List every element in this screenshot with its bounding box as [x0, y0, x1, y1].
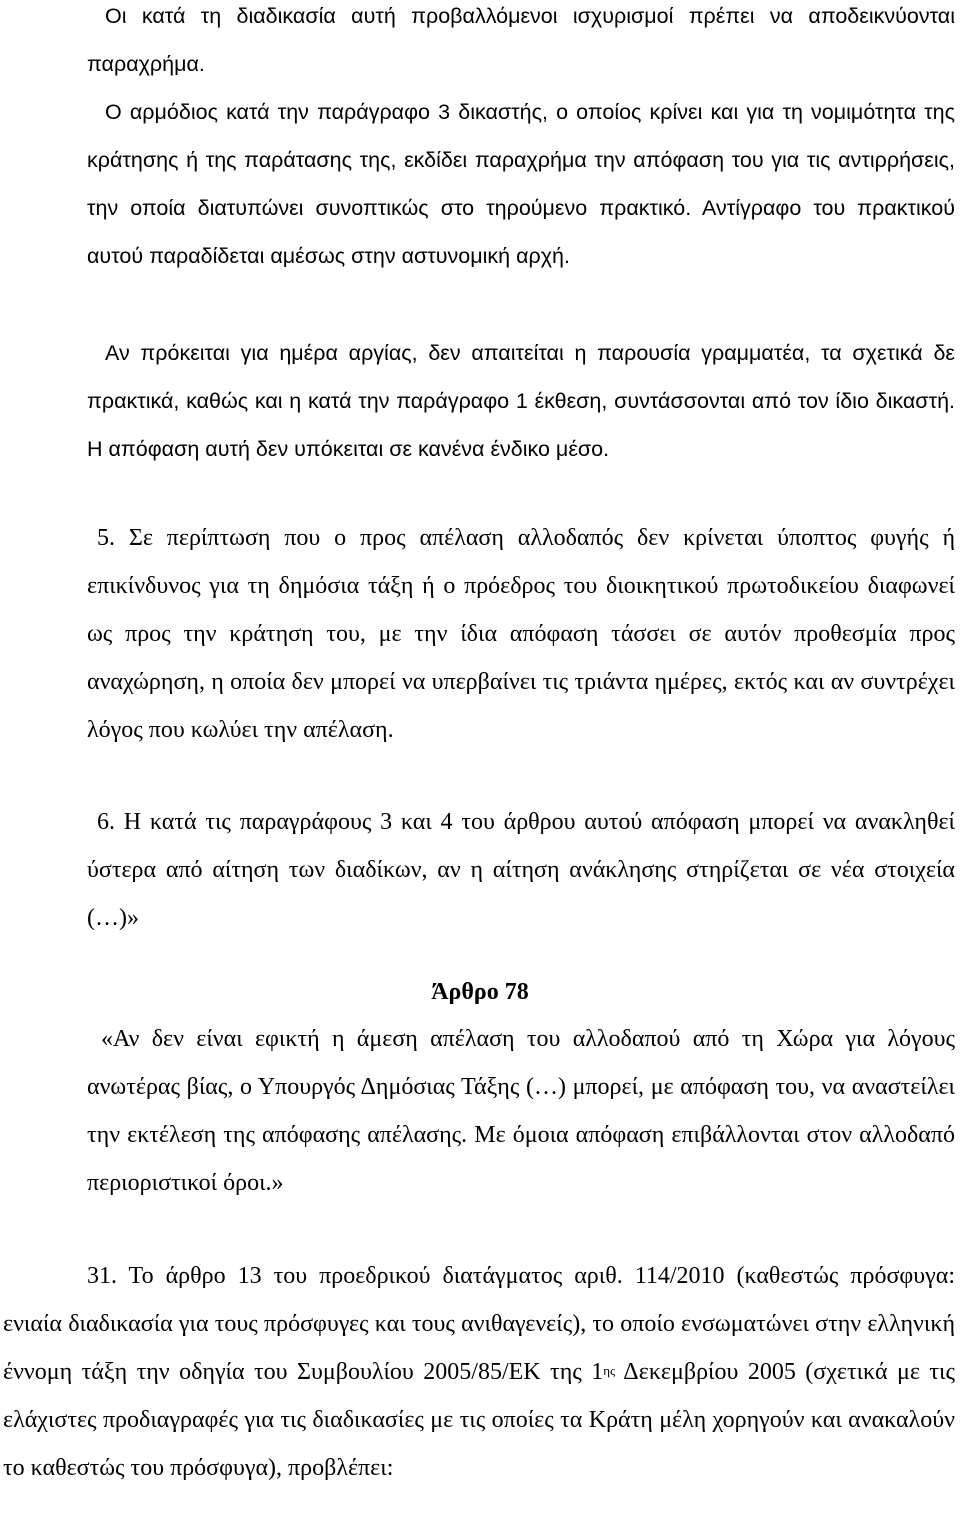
ordinal-superscript: ης: [603, 1363, 616, 1378]
paragraph-article-78-text: «Αν δεν είναι εφικτή η άμεση απέλαση του αλλοδαπού από τη Χώρα για λόγους ανωτέρας βίας, ο Υπουργός Δημόσιας Τάξης (…) μπορεί, με απόφαση του, να αναστείλει την εκτέλεση της απόφασης απέλασης. Με όμοια απόφαση επιβάλλονται στον αλλοδαπό περιοριστικοί όροι.»: [87, 1026, 955, 1196]
paragraph-31-text-part2: Δεκεμβρίου 2005 (σχετικά με τις ελάχιστες προδιαγραφές για τις διαδικασίες με τις οποίες τα Κράτη μέλη χορηγούν και ανακαλούν το καθεστώς του πρόσφυγα), προβλέπει:: [3, 1359, 955, 1481]
paragraph-5-departure-deadline: 5. Σε περίπτωση που ο προς απέλαση αλλοδαπός δεν κρίνεται ύποπτος φυγής ή επικίνδυνος για τη δημόσια τάξη ή ο πρόεδρος του διοικητικού πρωτοδικείου διαφωνεί ως προς την κράτηση του, με την ίδια απόφαση τάσσει σε αυτόν προθεσμία προς αναχώρηση, η οποία δεν μπορεί να υπερβαίνει τις τριάντα ημέρες, εκτός και αν συντρέχει λόγος που κωλύει την απέλαση.: [87, 525, 955, 743]
paragraph-assertions-proof: Οι κατά τη διαδικασία αυτή προβαλλόμενοι ισχυρισμοί πρέπει να αποδεικνύονται παραχρήμα.: [87, 4, 955, 76]
paragraph-31-pd-114-2010: [3, 1252, 955, 1492]
paragraph-holiday: Αν πρόκειται για ημέρα αργίας, δεν απαιτείται η παρουσία γραμματέα, τα σχετικά δε πρακτικά, καθώς και η κατά την παράγραφο 1 έκθεση, συντάσσονται από τον ίδιο δικαστή. Η απόφαση αυτή δεν υπόκειται σε κανένα ένδικο μέσο.: [87, 341, 955, 461]
paragraph-judge-decision: Ο αρμόδιος κατά την παράγραφο 3 δικαστής, ο οποίος κρίνει και για τη νομιμότητα της κράτησης ή της παράτασης της, εκδίδει παραχρήμα την απόφαση του για τις αντιρρήσεις, την οποία διατυπώνει συνοπτικώς στο τηρούμενο πρακτικό. Αντίγραφο του πρακτικού αυτού παραδίδεται αμέσως στην αστυνομική αρχή.: [87, 100, 955, 268]
article-heading: Άρθρο 78: [431, 979, 529, 1005]
paragraph-6-revocation: 6. Η κατά τις παραγράφους 3 και 4 του άρθρου αυτού απόφαση μπορεί να ανακληθεί ύστερα από αίτηση των διαδίκων, αν η αίτηση ανάκλησης στηρίζεται σε νέα στοιχεία (…)»: [87, 809, 955, 931]
paragraph-31-text-part1: 31. Το άρθρο 13 του προεδρικού διατάγματος αριθ. 114/2010 (καθεστώς πρόσφυγα: ενιαία διαδικασία για τους πρόσφυγες και τους ανιθαγενείς), το οποίο ενσωματώνει στην ελληνική έννομη τάξη την οδηγία του Συμβουλίου 2005/85/ΕΚ της 1: [3, 1263, 955, 1385]
